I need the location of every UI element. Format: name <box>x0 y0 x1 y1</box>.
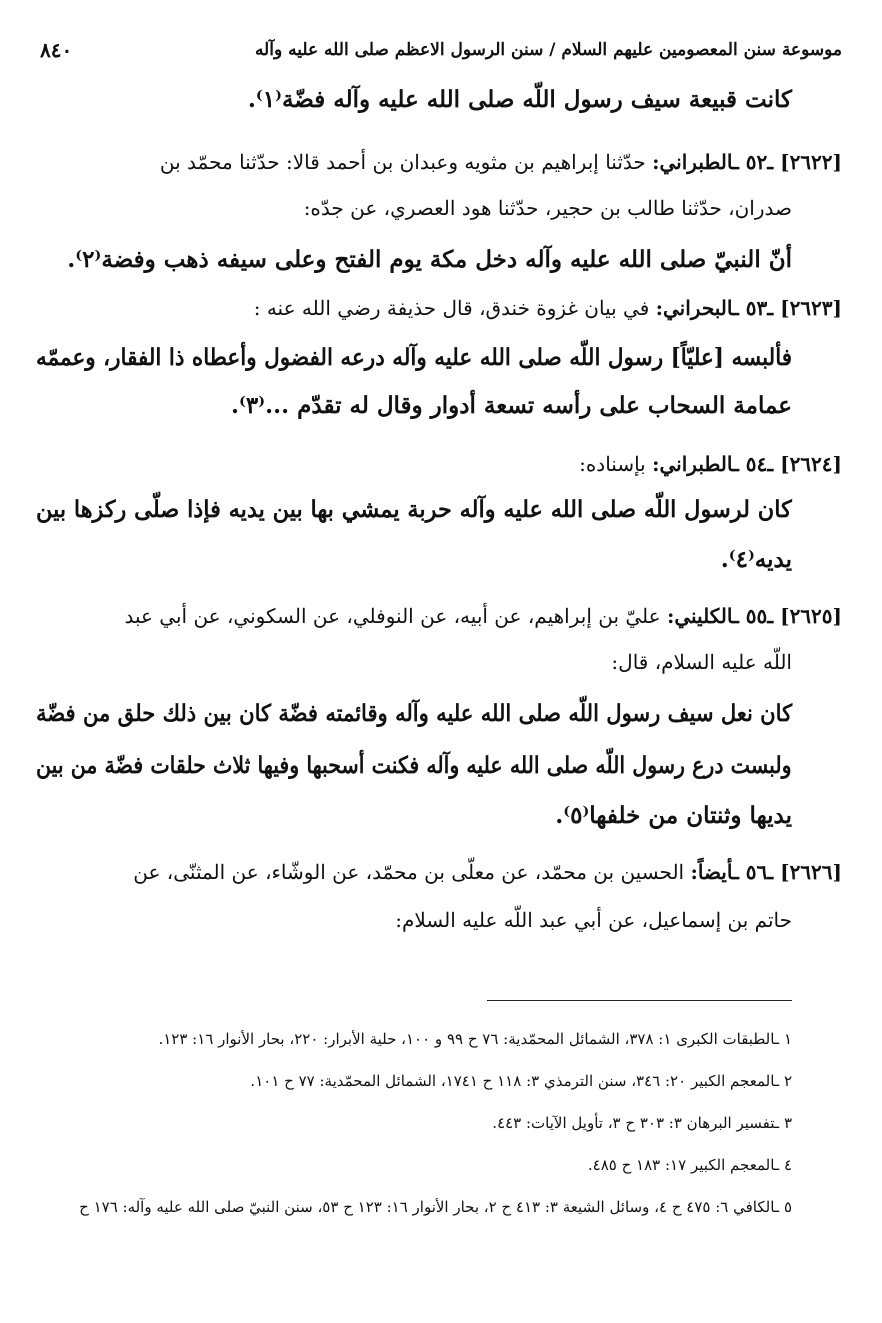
footnote: ٢ ـالمعجم الكبير ٢٠: ٣٤٦، سنن الترمذي ٣: ١١٨ ح ١٧٤١، الشمائل المحمّدية: ٧٧ ح ١٠١. <box>250 1072 792 1090</box>
entry-2625-line-1 <box>124 604 842 628</box>
footnote: ٤ ـالمعجم الكبير ١٧: ١٨٣ ح ٤٨٥. <box>587 1156 792 1174</box>
entry-2622-line-2: صدران، حدّثنا طالب بن حجير، حدّثنا هود العصري، عن جدّه: <box>303 196 792 220</box>
entry-text: الحسين بن محمّد، عن معلّى بن محمّد، عن الوشّاء، عن المثنّى، عن <box>133 860 691 884</box>
entry-2622-line-1 <box>160 150 842 174</box>
entry-reference: [٢٦٢٤] ـ٥٤ ـالطبراني: <box>652 452 842 476</box>
entry-text: عليّ بن إبراهيم، عن أبيه، عن النوفلي، عن السكوني، عن أبي عبد <box>124 604 667 628</box>
entry-text: في بيان غزوة خندق، قال حذيفة رضي الله عنه : <box>253 296 656 320</box>
footnote: ٣ ـتفسير البرهان ٣: ٣٠٣ ح ٣، تأويل الآيات: ٤٤٣. <box>492 1114 792 1132</box>
entry-2626-line-2: حاتم بن إسماعيل، عن أبي عبد اللّه عليه السلام: <box>395 908 792 932</box>
footnote: ٥ ـالكافي ٦: ٤٧٥ ح ٤، وسائل الشيعة ٣: ٤١٣ ح ٢، بحار الأنوار ١٦: ١٢٣ ح ٥٣، سنن النبيّ صلى الله عليه وآله: ١٧٦ ح <box>79 1198 792 1216</box>
footnote: ١ ـالطبقات الكبرى ١: ٣٧٨، الشمائل المحمّدية: ٧٦ ح ٩٩ و ١٠٠، حلية الأبرار: ٢٢٠، بحار الأنوار ١٦: ١٢٣. <box>158 1030 792 1048</box>
entry-2623-line-1 <box>254 296 842 320</box>
entry-2624-line-1 <box>579 452 842 476</box>
entry-reference: [٢٦٢٥] ـ٥٥ ـالكليني: <box>666 604 842 628</box>
hadith-line: فألبسه [عليّاً] رسول اللّه صلى الله عليه وآله درعه الفضول وأعطاه ذا الفقار، وعممّه <box>35 344 792 371</box>
hadith-line: عمامة السحاب على رأسه تسعة أدوار وقال له تقدّم ...⁽٣⁾. <box>231 392 792 419</box>
running-header <box>40 34 842 66</box>
running-title: موسوعة سنن المعصومين عليهم السلام / سنن الرسول الاعظم صلى الله عليه وآله <box>254 40 842 60</box>
entry-text: حدّثنا إبراهيم بن مثويه وعبدان بن أحمد قالا: حدّثنا محمّد بن <box>159 150 653 174</box>
hadith-line: كانت قبيعة سيف رسول اللّه صلى الله عليه وآله فضّة⁽١⁾. <box>247 86 792 113</box>
entry-2625-line-2: اللّه عليه السلام، قال: <box>611 650 792 674</box>
page-number: ٨٤٠ <box>40 38 73 62</box>
hadith-line: يديها وثنتان من خلفها⁽٥⁾. <box>555 802 792 829</box>
entry-reference: [٢٦٢٣] ـ٥٣ ـالبحراني: <box>655 296 842 320</box>
hadith-line: كان نعل سيف رسول اللّه صلى الله عليه وآله وقائمته فضّة كان بين ذلك حلق من فضّة <box>35 700 792 727</box>
footnote-divider <box>487 1000 792 1001</box>
entry-reference: [٢٦٢٢] ـ٥٢ ـالطبراني: <box>652 150 842 174</box>
hadith-line: يديه⁽٤⁾. <box>720 546 792 573</box>
hadith-line: أنّ النبيّ صلى الله عليه وآله دخل مكة يوم الفتح وعلى سيفه ذهب وفضة⁽٢⁾. <box>67 246 792 273</box>
entry-reference: [٢٦٢٦] ـ٥٦ ـأيضاً: <box>690 860 842 884</box>
hadith-line: كان لرسول اللّه صلى الله عليه وآله حربة يمشي بها بين يديه فإذا صلّى ركزها بين <box>36 496 792 523</box>
entry-2626-line-1 <box>133 860 842 884</box>
entry-text: بإسناده: <box>579 452 653 476</box>
hadith-line: ولبست درع رسول اللّه صلى الله عليه وآله فكنت أسحبها وفيها ثلاث حلقات فضّة من بين <box>36 752 792 779</box>
